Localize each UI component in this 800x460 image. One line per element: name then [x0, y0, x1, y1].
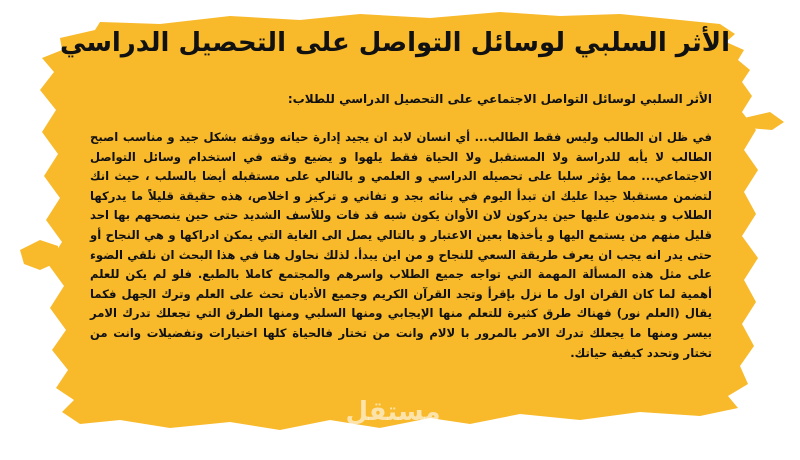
section-heading: الأثر السلبي لوسائل التواصل الاجتماعي على التحصيل الدراسي للطلاب:: [287, 92, 712, 106]
body-paragraph: في ظل ان الطالب وليس فقط الطالب... أي انسان لابد ان يجيد إدارة حياته ووقته بشكل جيد و مناسب اصبح الطالب لا يأبه للدراسة ولا المستقبل ولا الحياة فقط يلهوا و يضيع وقته في استخدام وسائل التواصل الاجتماعي... مما يؤثر سلبا على تحصيله الدراسي و العلمي و بالتالي على مستقبله أيضا بالسلب ، حيث انك لتضمن مستقبلا جيدا عليك ان تبدأ اليوم في بنائه بجد و تفاني و تركيز و اخلاص، هذه حقيقة قليلاً ما يدركها الطلاب و يندمون عليها حين يدركون لان الأوان يكون شبه قد فات وللأسف الشديد حتى حين ينصحهم بها احد قليل منهم من يستمع اليها و يأخذها بعين الاعتبار و بالتالي يصل الى الغاية التي يمكن ادراكها و هي النجاح أو حتى يدر انه يجب ان يعرف طريقة السعي للنجاح و من اين يبدأ. لذلك نحاول هنا في هذا البحث ان نلقي الضوء على مثل هذه المسألة المهمة التي تواجه جميع الطلاب واسرهم والمجتمع كاملا بالطبع. فلو لم يكن للعلم أهمية لما كان القران اول ما نزل بإقرأ وتجد القرآن الكريم وجميع الأديان تحث على العلم وترك الجهل فكما يقال (العلم نور) فهناك طرق كثيرة للتعلم منها الإيجابي ومنها السلبي ومنها الطرق التي تجعلك تدرك الامر بيسر ومنها ما يجعلك تدرك الامر بالمرور با لالام وانت من تختار فالحياة كلها اختيارات وتفضيلات وانت من تختار وتحدد كيفية حياتك.: [90, 130, 712, 360]
watermark-url: mostaql.com: [354, 425, 432, 438]
document-title: الأثر السلبي لوسائل التواصل على التحصيل الدراسي: [60, 28, 730, 58]
paint-brush-streak-right: [744, 112, 784, 130]
watermark-logo-text: مستقل: [345, 397, 441, 427]
mostaql-watermark: [338, 398, 448, 438]
